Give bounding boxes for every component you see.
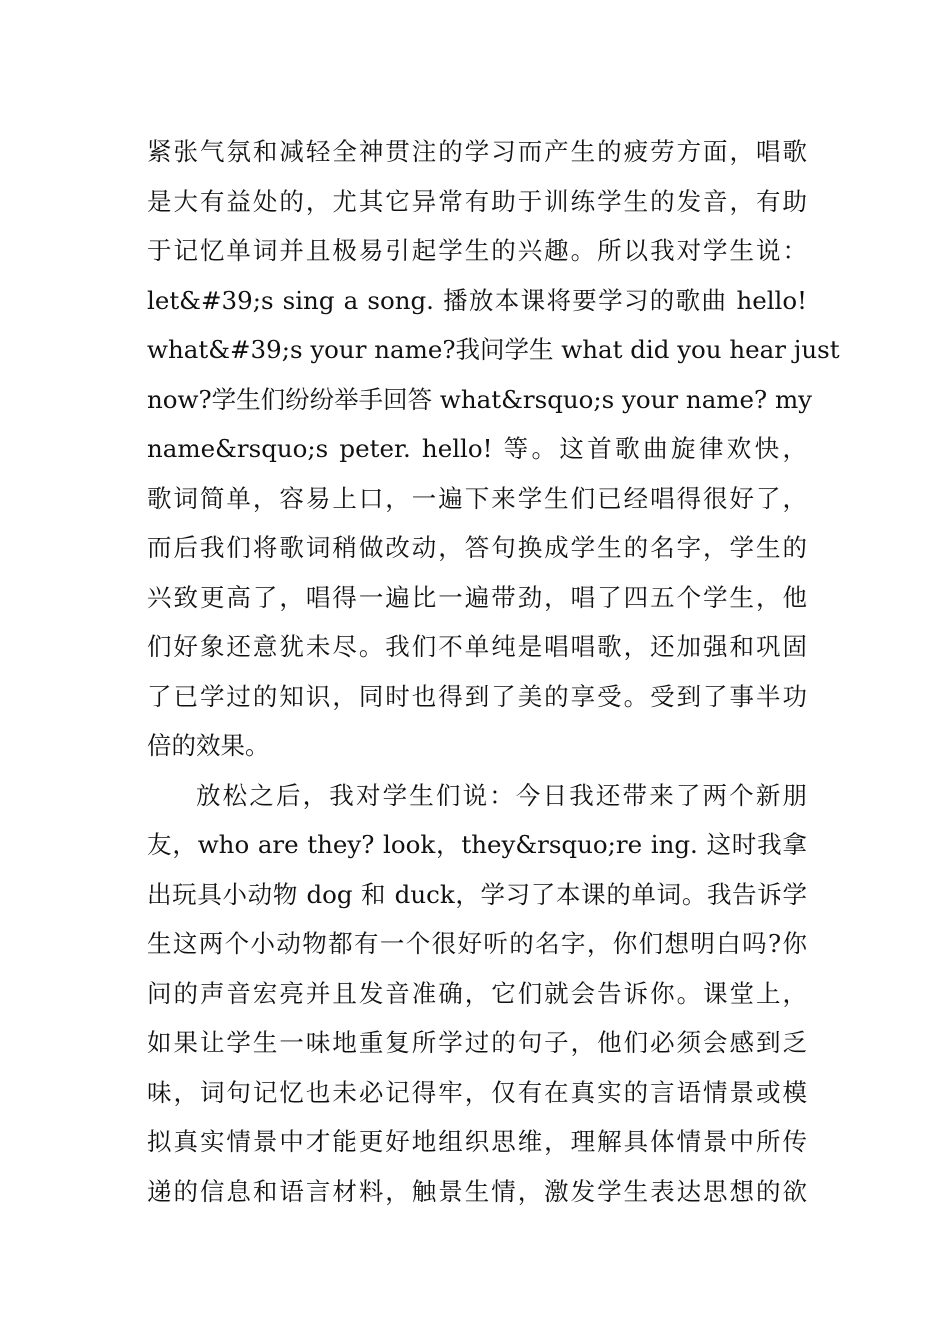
paragraph-2-line-6: 如果让学生一味地重复所学过的句子，他们必须会感到乏 <box>147 1028 807 1057</box>
body-text <box>147 127 840 1216</box>
paragraph-1-line-4: let&#39;s sing a song. 播放本课将要学习的歌曲 hello! <box>147 285 807 315</box>
paragraph-2-line-8: 拟真实情景中才能更好地组织思维，理解具体情景中所传 <box>147 1127 807 1156</box>
paragraph-1-line-9: 而后我们将歌词稍做改动，答句换成学生的名字，学生的 <box>147 533 807 562</box>
paragraph-2-line-3: 出玩具小动物 dog 和 duck，学习了本课的单词。我告诉学 <box>147 879 807 909</box>
paragraph-1-line-11: 们好象还意犹未尽。我们不单纯是唱唱歌，还加强和巩固 <box>147 632 807 661</box>
paragraph-2-line-7: 味，词句记忆也未必记得牢，仅有在真实的言语情景或模 <box>147 1077 807 1107</box>
paragraph-2-line-2: 友，who are they? look，they&rsquo;re ing. 这时我拿 <box>147 830 807 859</box>
paragraph-1-line-3: 于记忆单词并且极易引起学生的兴趣。所以我对学生说： <box>147 236 807 265</box>
paragraph-2-line-1: 放松之后，我对学生们说：今日我还带来了两个新朋 <box>196 780 807 810</box>
paragraph-1-line-10: 兴致更高了，唱得一遍比一遍带劲，唱了四五个学生，他 <box>147 582 807 612</box>
paragraph-1-line-7: name&rsquo;s peter. hello! 等。这首歌曲旋律欢快， <box>147 434 807 463</box>
paragraph-1-line-12: 了已学过的知识，同时也得到了美的享受。受到了事半功 <box>147 681 807 711</box>
paragraph-2-line-4: 生这两个小动物都有一个很好听的名字，你们想明白吗?你 <box>147 929 807 958</box>
paragraph-1-line-6: now?学生们纷纷举手回答 what&rsquo;s your name? my <box>147 384 813 414</box>
paragraph-2-line-5: 问的声音宏亮并且发音准确，它们就会告诉你。课堂上， <box>147 978 807 1008</box>
paragraph-1-line-13: 倍的效果。 <box>147 731 270 760</box>
paragraph-1-line-1: 紧张气氛和减轻全神贯注的学习而产生的疲劳方面，唱歌 <box>147 137 807 166</box>
paragraph-1-line-5: what&#39;s your name?我问学生 what did you hear just <box>147 335 840 364</box>
paragraph-2-line-9: 递的信息和语言材料，触景生情，激发学生表达思想的欲 <box>147 1176 807 1206</box>
paragraph-1-line-8: 歌词简单，容易上口，一遍下来学生们已经唱得很好了， <box>147 483 807 513</box>
paragraph-1-line-2: 是大有益处的，尤其它异常有助于训练学生的发音，有助 <box>147 186 807 216</box>
